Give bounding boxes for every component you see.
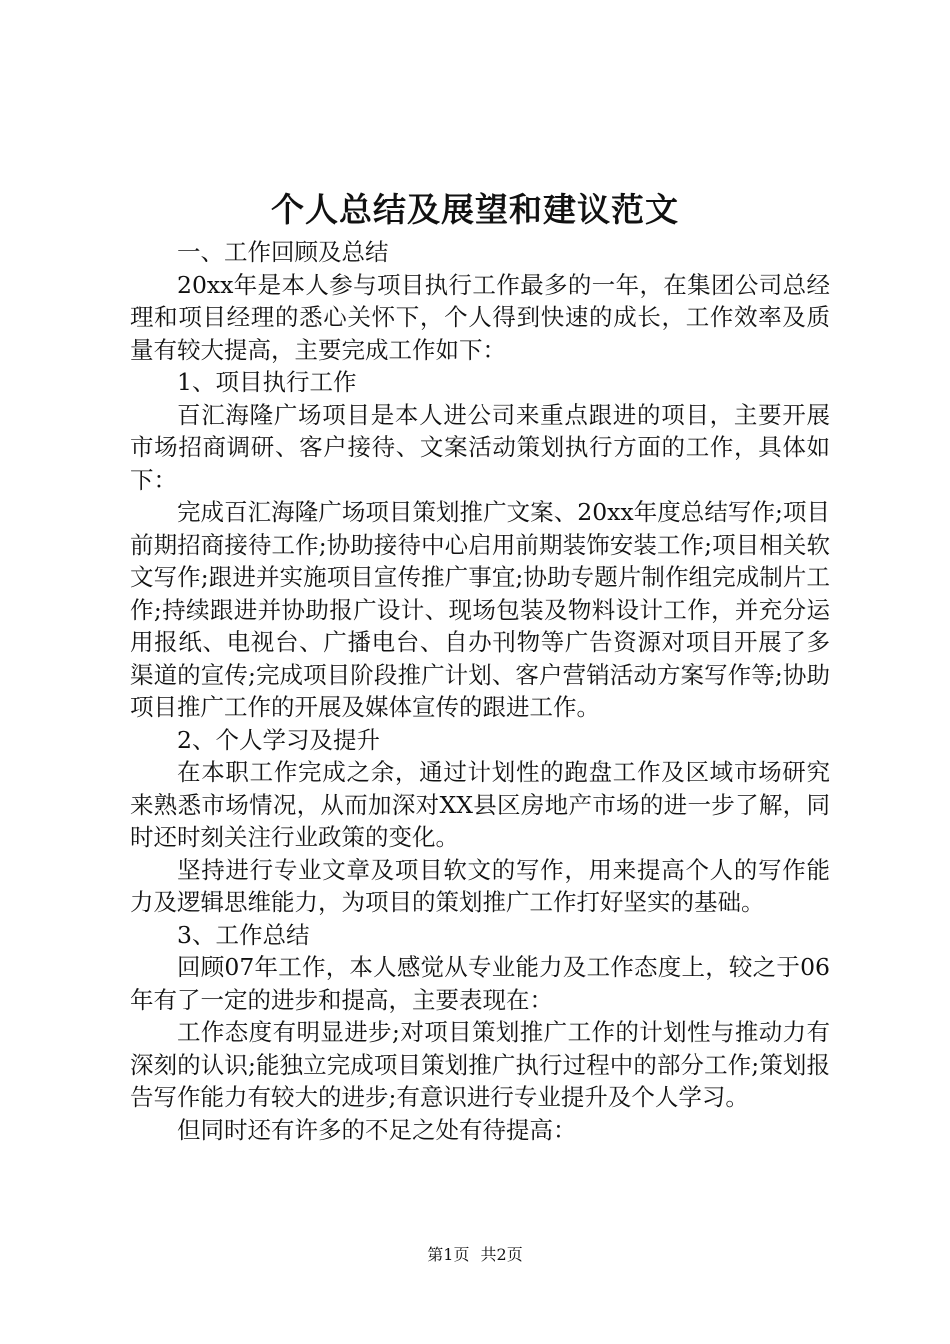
paragraph: 在本职工作完成之余，通过计划性的跑盘工作及区域市场研究来熟悉市场情况，从而加深对XX县区房地产市场的进一步了解，同时还时刻关注行业政策的变化。 bbox=[130, 758, 830, 851]
document-body bbox=[130, 236, 830, 1146]
page-total: 共2页 bbox=[480, 1245, 523, 1264]
paragraph: 20xx年是本人参与项目执行工作最多的一年，在集团公司总经理和项目经理的悉心关怀下，个人得到快速的成长，工作效率及质量有较大提高，主要完成工作如下： bbox=[130, 270, 830, 364]
section-heading: 3、工作总结 bbox=[177, 920, 310, 949]
section-heading: 2、个人学习及提升 bbox=[177, 725, 380, 754]
paragraph: 但同时还有许多的不足之处有待提高： bbox=[177, 1115, 577, 1144]
page-number: 第1页 bbox=[427, 1245, 470, 1264]
paragraph: 完成百汇海隆广场项目策划推广文案、20xx年度总结写作;项目前期招商接待工作;协助接待中心启用前期装饰安装工作;项目相关软文写作;跟进并实施项目宣传推广事宜;协助专题片制作组完成制片工作;持续跟进并协助报广设计、现场包装及物料设计工作，并充分运用报纸、电视台、广播电台、自办刊物等广告资源对项目开展了多渠道的宣传;完成项目阶段推广计划、客户营销活动方案写作等;协助项目推广工作的开展及媒体宣传的跟进工作。 bbox=[130, 498, 830, 721]
paragraph: 百汇海隆广场项目是本人进公司来重点跟进的项目，主要开展市场招商调研、客户接待、文案活动策划执行方面的工作，具体如下： bbox=[130, 400, 830, 494]
document-title: 个人总结及展望和建议范文 bbox=[271, 190, 679, 229]
page-footer bbox=[0, 1243, 950, 1267]
section-heading: 1、项目执行工作 bbox=[177, 368, 357, 396]
section-heading: 一、工作回顾及总结 bbox=[177, 238, 389, 266]
paragraph: 工作态度有明显进步;对项目策划推广工作的计划性与推动力有深刻的认识;能独立完成项目策划推广执行过程中的部分工作;策划报告写作能力有较大的进步;有意识进行专业提升及个人学习。 bbox=[130, 1018, 830, 1111]
paragraph: 坚持进行专业文章及项目软文的写作，用来提高个人的写作能力及逻辑思维能力，为项目的策划推广工作打好坚实的基础。 bbox=[130, 855, 830, 916]
paragraph: 回顾07年工作，本人感觉从专业能力及工作态度上，较之于06年有了一定的进步和提高，主要表现在： bbox=[130, 953, 830, 1014]
